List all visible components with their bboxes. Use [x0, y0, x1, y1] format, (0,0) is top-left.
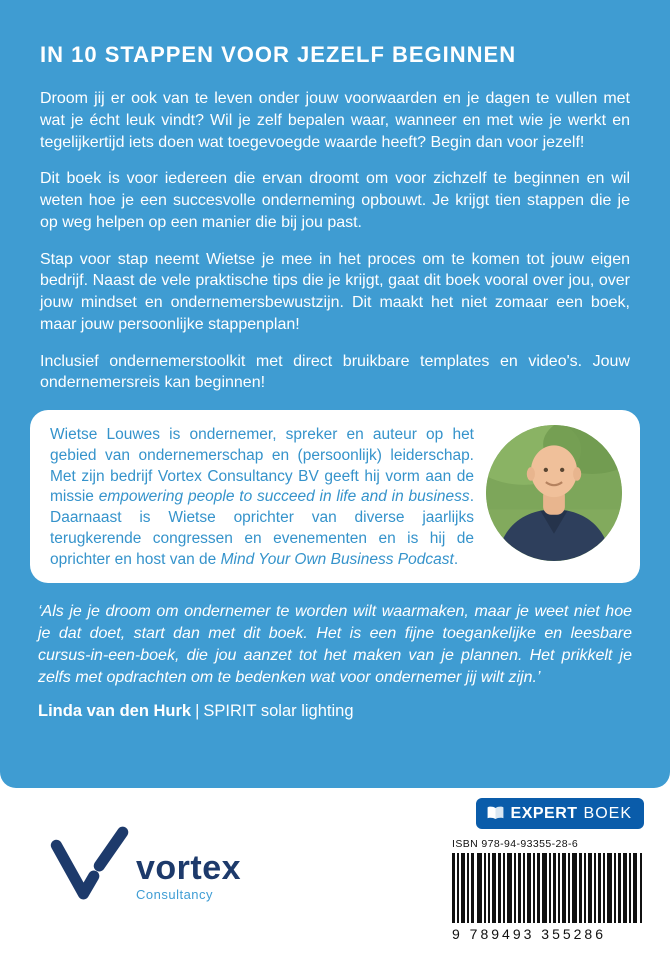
toolkit-paragraph: Inclusief ondernemerstoolkit met direct bruikbare templates en video's. Jouw ondernemersreis kan beginnen! — [40, 352, 630, 392]
process-paragraph: Stap voor stap neemt Wietse je mee in het proces om te komen tot jouw eigen bedrijf. Naast de vele praktische tips die je krijgt, gaat dit boek vooral over jou, over jouw mindset en ondernemersbewustzijn. Dit maakt het niet zomaar een boek, maar jouw persoonlijke stappenplan! — [40, 250, 630, 333]
expertboek-book-icon — [486, 805, 505, 822]
author-bio-box — [30, 410, 640, 583]
testimonial-author-name: Linda van den Hurk — [38, 702, 192, 721]
expertboek-logo — [476, 798, 644, 829]
isbn-barcode-block — [452, 838, 644, 942]
intro-paragraph: Droom jij er ook van te leven onder jouw voorwaarden en je dagen te vullen met wat je écht leuk vindt? Wil je zelf bepalen waar, wanneer en met wie je werkt en tegelijkertijd iets doen wat toegevoegde waarde heeft? Begin dan voor jezelf! — [40, 90, 630, 151]
bio-segment: . — [453, 550, 459, 568]
page-title: IN 10 STAPPEN VOOR JEZELF BEGINNEN — [40, 42, 517, 67]
audience-paragraph: Dit boek is voor iedereen die ervan droomt om voor zichzelf te beginnen en wil weten hoe je een succesvolle onderneming opbouwt. Je krijgt tien stappen die je op weg helpen op een manier die bij jou past. — [40, 170, 630, 231]
bio-podcast-italic: Mind Your Own Business Podcast — [220, 550, 454, 568]
barcode-number: 9 789493 355286 — [452, 926, 606, 942]
testimonial-attribution — [38, 702, 632, 721]
testimonial-quote: ‘Als je je droom om ondernemer te worden wilt waarmaken, maar je weet niet hoe je dat doet, start dan met dit boek. Het is een fijne toegankelijke en leesbare cursus-in-een-boek, die jou aanzet tot het maken van je plannen. Het prikkelt je zelfs met opdrachten om te bedenken wat voor ondernemer jij wilt zijn.’ — [38, 603, 632, 686]
bio-segment: Wietse Louwes is ondernemer, spreker en auteur op het gebied van ondernemerschap en (persoonlijk) leiderschap. Met zijn bedrijf Vortex Consultancy BV geeft hij vorm aan de missie — [50, 426, 474, 506]
bio-segment: . Daarnaast is Wietse oprichter van diverse jaarlijks terugkerende congressen en evenementen en is hij de oprichter en host van de — [50, 488, 474, 568]
footer-white-band — [0, 788, 670, 960]
expertboek-expert-text: EXPERT — [510, 804, 578, 822]
attribution-separator: | — [195, 702, 200, 721]
author-photo — [486, 425, 622, 561]
testimonial-company: SPIRIT solar lighting — [203, 702, 354, 721]
vortex-subtitle: Consultancy — [136, 887, 214, 902]
expertboek-boek-text: BOEK — [583, 804, 632, 822]
isbn-text: ISBN 978-94-93355-28-6 — [452, 838, 579, 850]
vortex-checkmark-icon — [48, 824, 132, 904]
vortex-name: vortex — [136, 849, 242, 887]
barcode — [452, 853, 644, 923]
vortex-wordmark — [136, 851, 241, 904]
vortex-logo — [48, 824, 241, 904]
bio-mission-italic: empowering people to succeed in life and in business — [98, 488, 470, 506]
